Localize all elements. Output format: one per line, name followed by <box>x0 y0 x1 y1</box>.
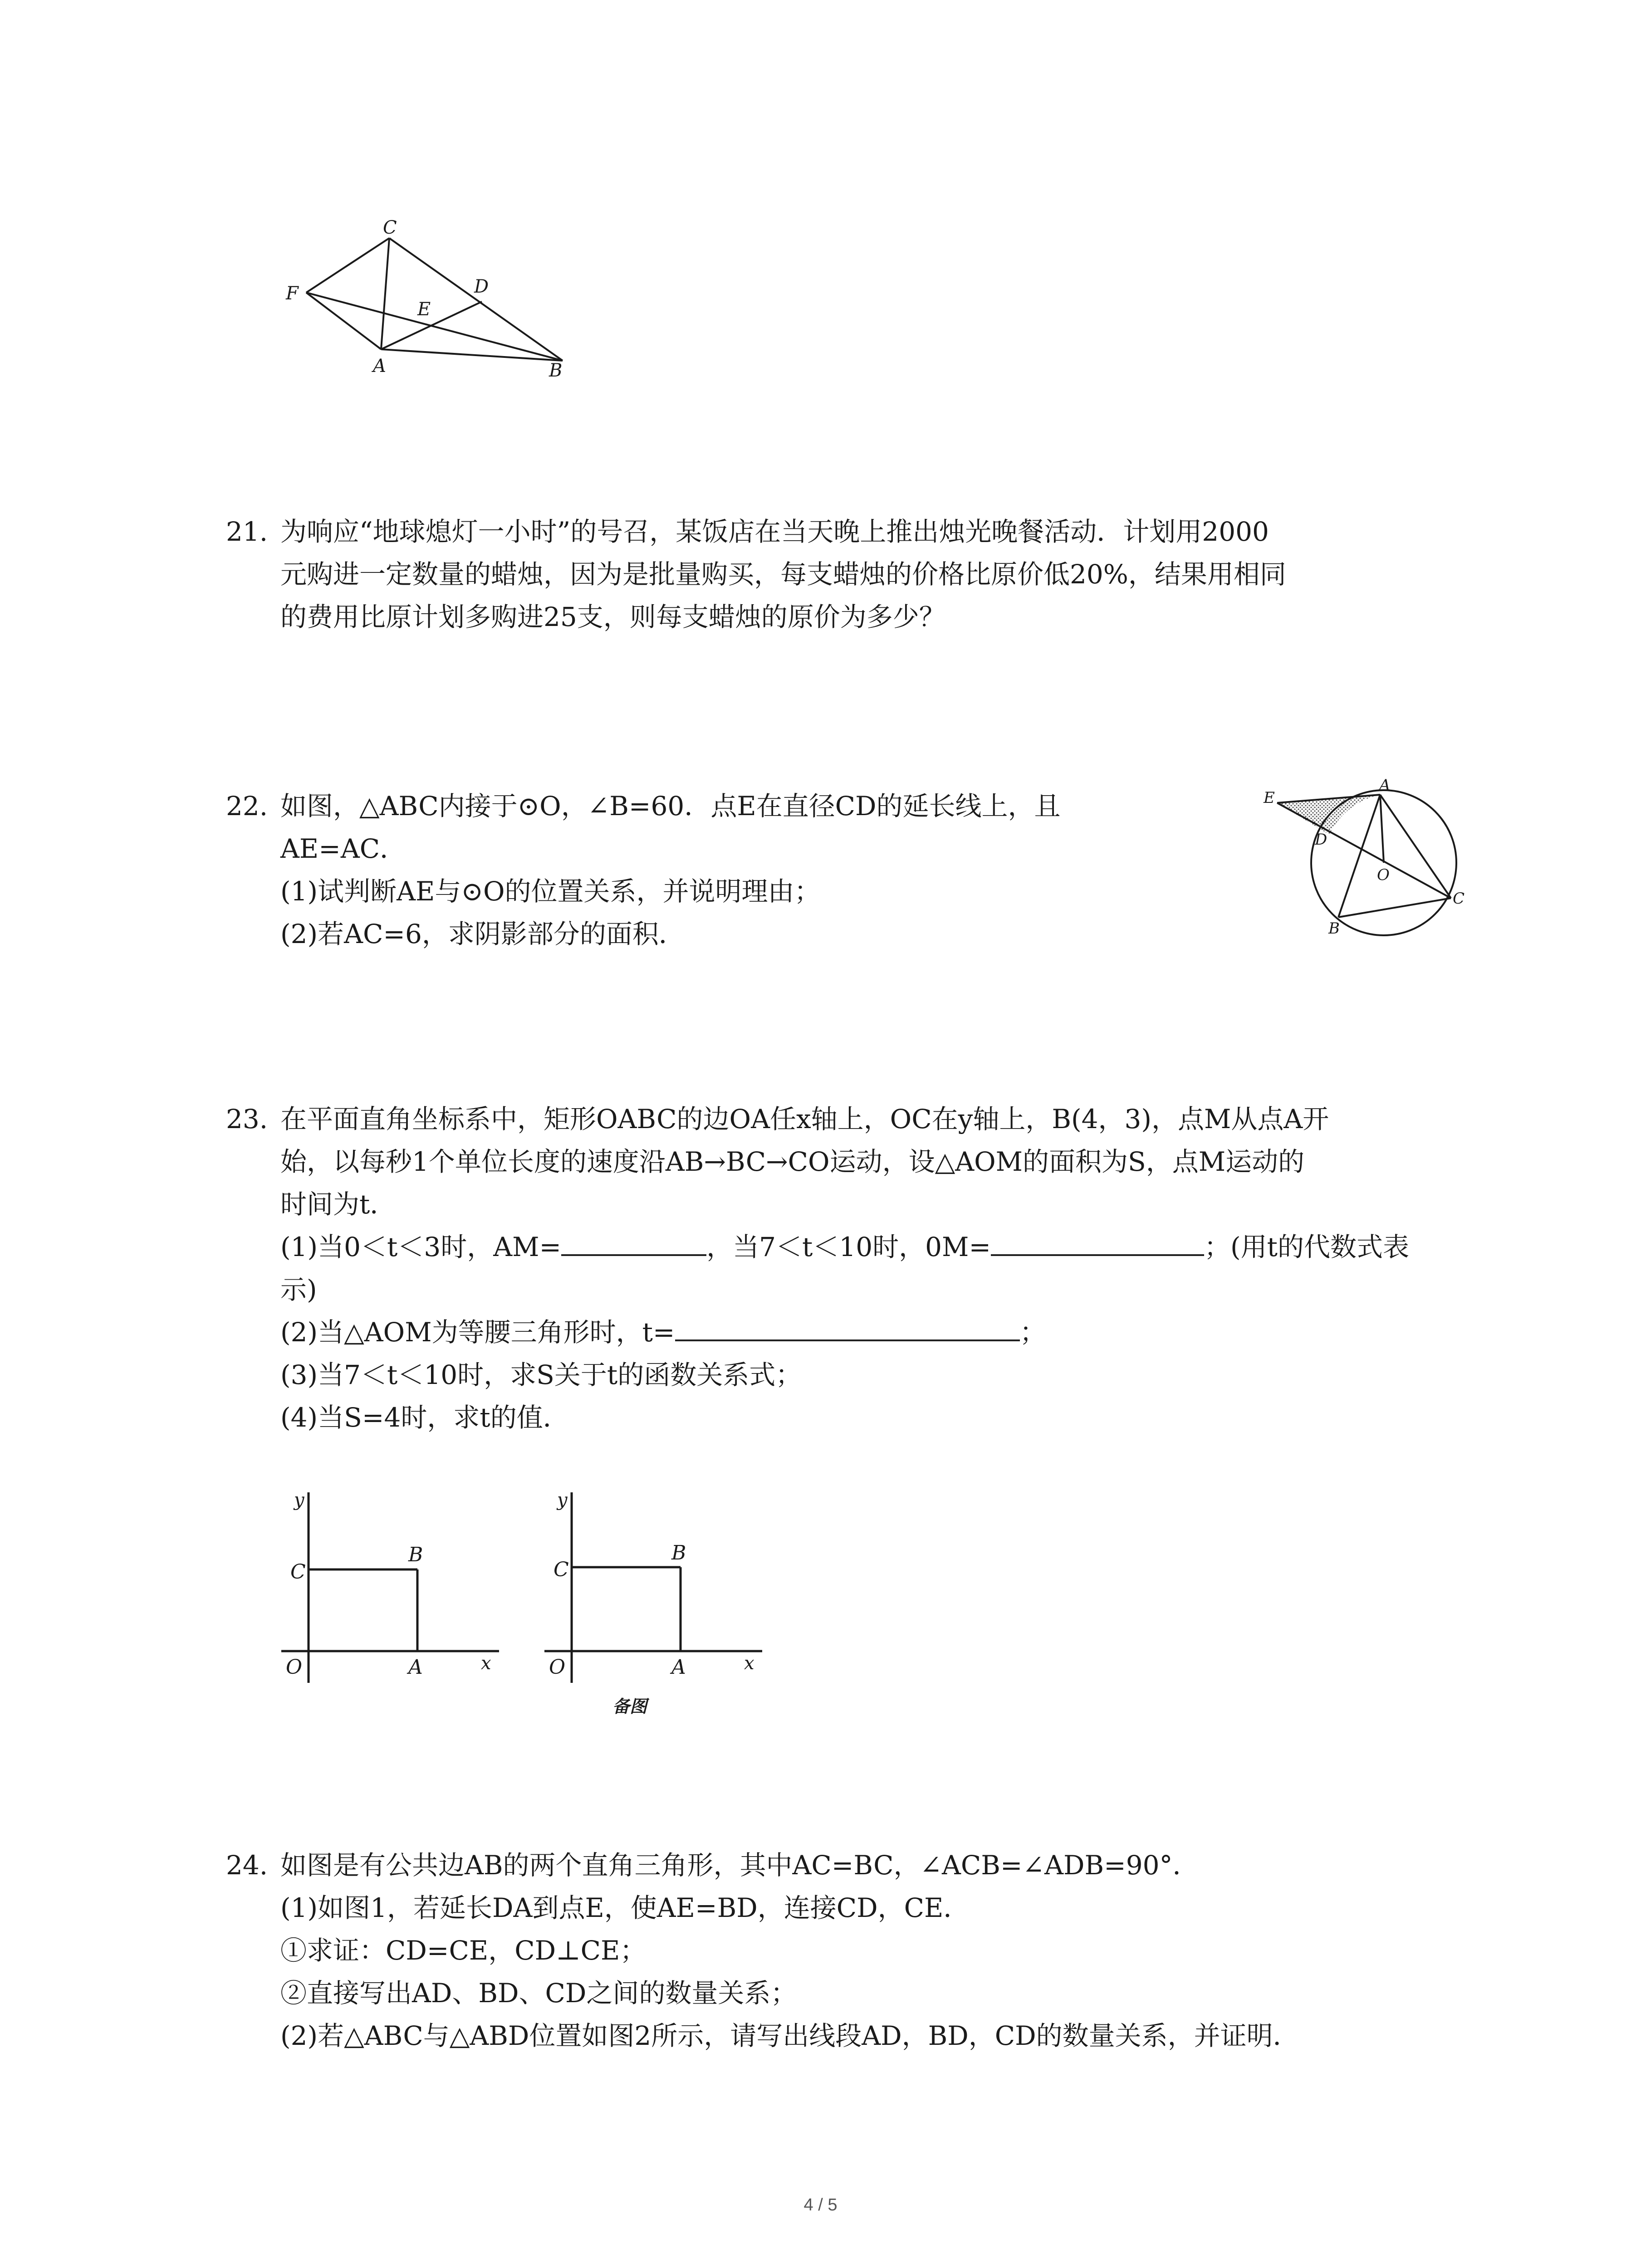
figure-triangles-top <box>272 213 590 386</box>
part-2-text: ； <box>1019 1317 1046 1348</box>
graph-caption: 备图 <box>612 1696 647 1716</box>
question-number: 23. <box>226 1104 268 1134</box>
question-24 <box>226 1844 1496 2057</box>
label-E: E <box>1264 789 1275 807</box>
question-text-line: 在平面直角坐标系中，矩形OABC的边OA任x轴上，OC在y轴上，B(4，3)，点M从点A开 <box>280 1104 1329 1134</box>
part-1-continuation: 示) <box>280 1274 317 1305</box>
coordinate-graph-2 <box>535 1483 771 1737</box>
label-A: A <box>408 1656 423 1679</box>
question-number: 22. <box>226 791 268 821</box>
axis-y-label: y <box>294 1490 304 1510</box>
label-O: O <box>549 1656 566 1679</box>
part-2 <box>280 1311 1496 1354</box>
label-B: B <box>549 360 563 381</box>
question-text-line: AE=AC． <box>280 833 407 864</box>
label-E: E <box>417 299 431 320</box>
question-22 <box>226 785 1224 955</box>
question-text-line: (2)若△ABC与△ABD位置如图2所示，请写出线段AD，BD，CD的数量关系，并证明． <box>280 2020 1299 2051</box>
part-1 <box>280 1226 1496 1268</box>
question-text-line: 如图是有公共边AB的两个直角三角形，其中AC=BC，∠ACB=∠ADB=90°． <box>280 1850 1199 1881</box>
question-text-line: 为响应“地球熄灯一小时”的号召，某饭店在当天晚上推出烛光晚餐活动．计划用2000 <box>280 516 1269 547</box>
label-A: A <box>671 1656 686 1679</box>
label-A: A <box>373 356 386 376</box>
question-text-line: (2)若AC=6，求阴影部分的面积． <box>280 919 685 949</box>
label-B: B <box>408 1543 423 1566</box>
question-23 <box>226 1098 1496 1439</box>
question-text-line: (1)试判断AE与⊙O的位置关系，并说明理由； <box>280 876 821 907</box>
question-text-line: 始，以每秒1个单位长度的速度沿AB→BC→CO运动，设△AOM的面积为S，点M运动的 <box>280 1146 1305 1177</box>
label-O: O <box>286 1656 303 1679</box>
part-4: (4)当S=4时，求t的值． <box>280 1402 569 1433</box>
question-text-line: ①求证：CD=CE，CD⊥CE； <box>280 1935 647 1966</box>
question-text-line: (1)如图1，若延长DA到点E，使AE=BD，连接CD，CE． <box>280 1892 970 1923</box>
axis-y-label: y <box>557 1490 568 1510</box>
coordinate-graph-1 <box>272 1483 508 1701</box>
axis-x-label: x <box>481 1653 491 1674</box>
part-2-text: (2)当△AOM为等腰三角形时，t= <box>280 1317 675 1348</box>
label-D: D <box>1315 831 1327 849</box>
label-C: C <box>383 217 397 238</box>
label-D: D <box>474 276 489 297</box>
question-text-line: 时间为t． <box>280 1189 397 1220</box>
label-F: F <box>286 283 299 304</box>
label-C: C <box>290 1560 306 1584</box>
part-1-text: ；(用t的代数式表 <box>1204 1232 1409 1262</box>
label-C: C <box>554 1558 569 1581</box>
page-number: 4 / 5 <box>803 2195 838 2214</box>
part-1-text: (1)当0＜t＜3时，AM= <box>280 1232 562 1262</box>
label-C: C <box>1453 890 1465 908</box>
part-1-text: ，当7＜t＜10时，0M= <box>706 1232 991 1262</box>
question-text-line: 如图，△ABC内接于⊙O，∠B=60．点E在直径CD的延长线上，且 <box>280 791 1061 821</box>
question-number: 24. <box>226 1850 268 1881</box>
answer-blank-t[interactable] <box>675 1311 1020 1341</box>
question-text-line: 的费用比原计划多购进25支，则每支蜡烛的原价为多少？ <box>280 601 945 632</box>
question-text-line: ②直接写出AD、BD、CD之间的数量关系； <box>280 1978 797 2009</box>
question-number: 21. <box>226 516 268 547</box>
label-O: O <box>1377 866 1390 884</box>
answer-blank-am[interactable] <box>561 1226 706 1256</box>
axis-x-label: x <box>744 1653 754 1674</box>
question-21 <box>226 510 1451 638</box>
label-B: B <box>1328 919 1340 938</box>
part-3: (3)当7＜t＜10时，求S关于t的函数关系式； <box>280 1359 802 1390</box>
label-A: A <box>1379 776 1391 794</box>
figure-circle-triangle <box>1261 776 1470 939</box>
question-text-line: 元购进一定数量的蜡烛，因为是批量购买，每支蜡烛的价格比原价低20%，结果用相同 <box>280 559 1286 590</box>
label-B: B <box>671 1541 686 1564</box>
answer-blank-om[interactable] <box>991 1226 1204 1256</box>
